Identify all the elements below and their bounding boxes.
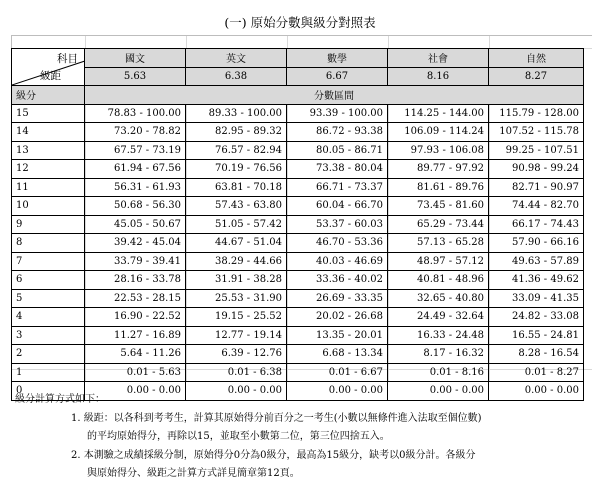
level-cell: 13	[12, 141, 85, 160]
level-cell: 6	[12, 271, 85, 290]
score-range-cell: 26.69 - 33.35	[287, 289, 388, 308]
score-range-cell: 38.29 - 44.66	[186, 252, 287, 271]
score-range-cell: 40.03 - 46.69	[287, 252, 388, 271]
table-row	[12, 178, 584, 197]
score-range-cell: 0.00 - 0.00	[186, 382, 287, 401]
score-range-cell: 78.83 - 100.00	[85, 104, 186, 123]
score-range-cell: 74.44 - 82.70	[489, 197, 584, 216]
subject-header: 社會	[388, 49, 489, 68]
score-range-cell: 31.91 - 38.28	[186, 271, 287, 290]
score-range-cell: 46.70 - 53.36	[287, 234, 388, 253]
score-range-cell: 0.00 - 0.00	[287, 382, 388, 401]
corner-level-range-label: 級距	[40, 70, 61, 82]
score-range-cell: 40.81 - 48.96	[388, 271, 489, 290]
score-range-cell: 0.01 - 5.63	[85, 363, 186, 382]
score-range-cell: 107.52 - 115.78	[489, 123, 584, 142]
page-title: (一) 原始分數與級分對照表	[224, 15, 376, 30]
corner-cell	[12, 49, 85, 86]
subject-header: 英文	[186, 49, 287, 68]
level-range-value: 8.16	[388, 67, 489, 86]
table-row	[12, 289, 584, 308]
score-range-cell: 57.43 - 63.80	[186, 197, 287, 216]
score-range-cell: 6.39 - 12.76	[186, 345, 287, 364]
score-range-cell: 114.25 - 144.00	[388, 104, 489, 123]
score-range-cell: 99.25 - 107.51	[489, 141, 584, 160]
score-range-cell: 0.01 - 8.27	[489, 363, 584, 382]
score-range-cell: 8.28 - 16.54	[489, 345, 584, 364]
score-range-cell: 76.57 - 82.94	[186, 141, 287, 160]
level-range-value: 8.27	[489, 67, 584, 86]
score-range-cell: 24.49 - 32.64	[388, 308, 489, 327]
score-range-cell: 19.15 - 25.52	[186, 308, 287, 327]
score-range-cell: 81.61 - 89.76	[388, 178, 489, 197]
score-range-cell: 16.90 - 22.52	[85, 308, 186, 327]
table-row	[12, 345, 584, 364]
level-range-value: 6.67	[287, 67, 388, 86]
level-cell: 12	[12, 160, 85, 179]
score-range-cell: 0.00 - 0.00	[388, 382, 489, 401]
score-range-cell: 20.02 - 26.68	[287, 308, 388, 327]
score-range-cell: 0.01 - 8.16	[388, 363, 489, 382]
score-range-cell: 28.16 - 33.78	[85, 271, 186, 290]
score-range-cell: 49.63 - 57.89	[489, 252, 584, 271]
table-row	[12, 252, 584, 271]
table-row	[12, 123, 584, 142]
score-range-cell: 33.36 - 40.02	[287, 271, 388, 290]
level-cell: 5	[12, 289, 85, 308]
level-cell: 9	[12, 215, 85, 234]
score-range-cell: 67.57 - 73.19	[85, 141, 186, 160]
subject-header: 國文	[85, 49, 186, 68]
score-range-cell: 93.39 - 100.00	[287, 104, 388, 123]
score-range-cell: 66.71 - 73.37	[287, 178, 388, 197]
score-band-header: 分數區間	[85, 86, 584, 105]
score-range-cell: 89.77 - 97.92	[388, 160, 489, 179]
score-range-cell: 32.65 - 40.80	[388, 289, 489, 308]
score-range-cell: 61.94 - 67.56	[85, 160, 186, 179]
score-range-cell: 39.42 - 45.04	[85, 234, 186, 253]
table-row	[12, 104, 584, 123]
score-range-cell: 13.35 - 20.01	[287, 326, 388, 345]
level-cell: 2	[12, 345, 85, 364]
score-range-cell: 45.05 - 50.67	[85, 215, 186, 234]
note-item-1-line-1: 1. 級距：以各科到考考生，計算其原始得分前百分之一考生(小數以無條件進入法取至個位數)	[71, 412, 482, 424]
score-range-cell: 50.68 - 56.30	[85, 197, 186, 216]
level-range-row	[12, 67, 584, 86]
score-range-cell: 60.04 - 66.70	[287, 197, 388, 216]
level-range-value: 5.63	[85, 67, 186, 86]
table-row	[12, 271, 584, 290]
score-range-cell: 106.09 - 114.24	[388, 123, 489, 142]
score-range-cell: 70.19 - 76.56	[186, 160, 287, 179]
table-row	[12, 141, 584, 160]
score-range-cell: 51.05 - 57.42	[186, 215, 287, 234]
subject-header-row	[12, 49, 584, 68]
level-column-header: 級分	[12, 86, 85, 105]
level-cell: 10	[12, 197, 85, 216]
score-range-cell: 12.77 - 19.14	[186, 326, 287, 345]
score-range-cell: 97.93 - 106.08	[388, 141, 489, 160]
notes-section	[11, 391, 592, 484]
subject-header: 自然	[489, 49, 584, 68]
score-range-cell: 6.68 - 13.34	[287, 345, 388, 364]
table-row	[12, 160, 584, 179]
notes-heading: 級分計算方式如下：	[15, 394, 105, 405]
subject-header: 數學	[287, 49, 388, 68]
score-range-cell: 82.71 - 90.97	[489, 178, 584, 197]
score-range-cell: 0.01 - 6.38	[186, 363, 287, 382]
table-row	[12, 326, 584, 345]
score-range-cell: 89.33 - 100.00	[186, 104, 287, 123]
score-range-cell: 33.09 - 41.35	[489, 289, 584, 308]
score-range-cell: 0.00 - 0.00	[85, 382, 186, 401]
table-row	[12, 197, 584, 216]
score-table	[11, 48, 584, 401]
score-range-cell: 48.97 - 57.12	[388, 252, 489, 271]
score-range-cell: 73.38 - 80.04	[287, 160, 388, 179]
score-range-cell: 65.29 - 73.44	[388, 215, 489, 234]
score-range-cell: 90.98 - 99.24	[489, 160, 584, 179]
score-range-cell: 5.64 - 11.26	[85, 345, 186, 364]
corner-subject-label: 科目	[57, 53, 78, 65]
score-range-cell: 73.20 - 78.82	[85, 123, 186, 142]
score-range-cell: 41.36 - 49.62	[489, 271, 584, 290]
level-cell: 7	[12, 252, 85, 271]
level-cell: 3	[12, 326, 85, 345]
level-cell: 1	[12, 363, 85, 382]
score-range-cell: 33.79 - 39.41	[85, 252, 186, 271]
score-range-cell: 56.31 - 61.93	[85, 178, 186, 197]
level-cell: 4	[12, 308, 85, 327]
score-range-cell: 66.17 - 74.43	[489, 215, 584, 234]
score-range-cell: 82.95 - 89.32	[186, 123, 287, 142]
band-header-row	[12, 86, 584, 105]
score-range-cell: 63.81 - 70.18	[186, 178, 287, 197]
level-cell: 11	[12, 178, 85, 197]
level-cell: 0	[12, 382, 85, 401]
score-range-cell: 57.13 - 65.28	[388, 234, 489, 253]
table-row	[12, 363, 584, 382]
score-range-cell: 16.33 - 24.48	[388, 326, 489, 345]
score-range-cell: 44.67 - 51.04	[186, 234, 287, 253]
score-range-cell: 0.00 - 0.00	[489, 382, 584, 401]
score-range-cell: 73.45 - 81.60	[388, 197, 489, 216]
score-range-cell: 80.05 - 86.71	[287, 141, 388, 160]
level-range-value: 6.38	[186, 67, 287, 86]
score-range-cell: 22.53 - 28.15	[85, 289, 186, 308]
table-row	[12, 308, 584, 327]
note-item-2-line-2: 與原始得分、級距之計算方式詳見簡章第12頁。	[87, 468, 300, 479]
score-range-cell: 16.55 - 24.81	[489, 326, 584, 345]
score-range-cell: 115.79 - 128.00	[489, 104, 584, 123]
score-range-cell: 0.01 - 6.67	[287, 363, 388, 382]
table-row	[12, 234, 584, 253]
score-range-cell: 86.72 - 93.38	[287, 123, 388, 142]
score-range-cell: 8.17 - 16.32	[388, 345, 489, 364]
level-cell: 15	[12, 104, 85, 123]
note-item-2-line-1: 2. 本測驗之成績採級分制，原始得分0分為0級分，最高為15級分，缺考以0級分計。各級分	[71, 449, 476, 461]
score-range-cell: 57.90 - 66.16	[489, 234, 584, 253]
score-range-cell: 24.82 - 33.08	[489, 308, 584, 327]
level-cell: 14	[12, 123, 85, 142]
score-range-cell: 25.53 - 31.90	[186, 289, 287, 308]
score-range-cell: 53.37 - 60.03	[287, 215, 388, 234]
table-row	[12, 215, 584, 234]
score-range-cell: 11.27 - 16.89	[85, 326, 186, 345]
level-cell: 8	[12, 234, 85, 253]
note-item-1-line-2: 的平均原始得分，再除以15，並取至小數第二位，第三位四捨五入。	[87, 431, 390, 442]
